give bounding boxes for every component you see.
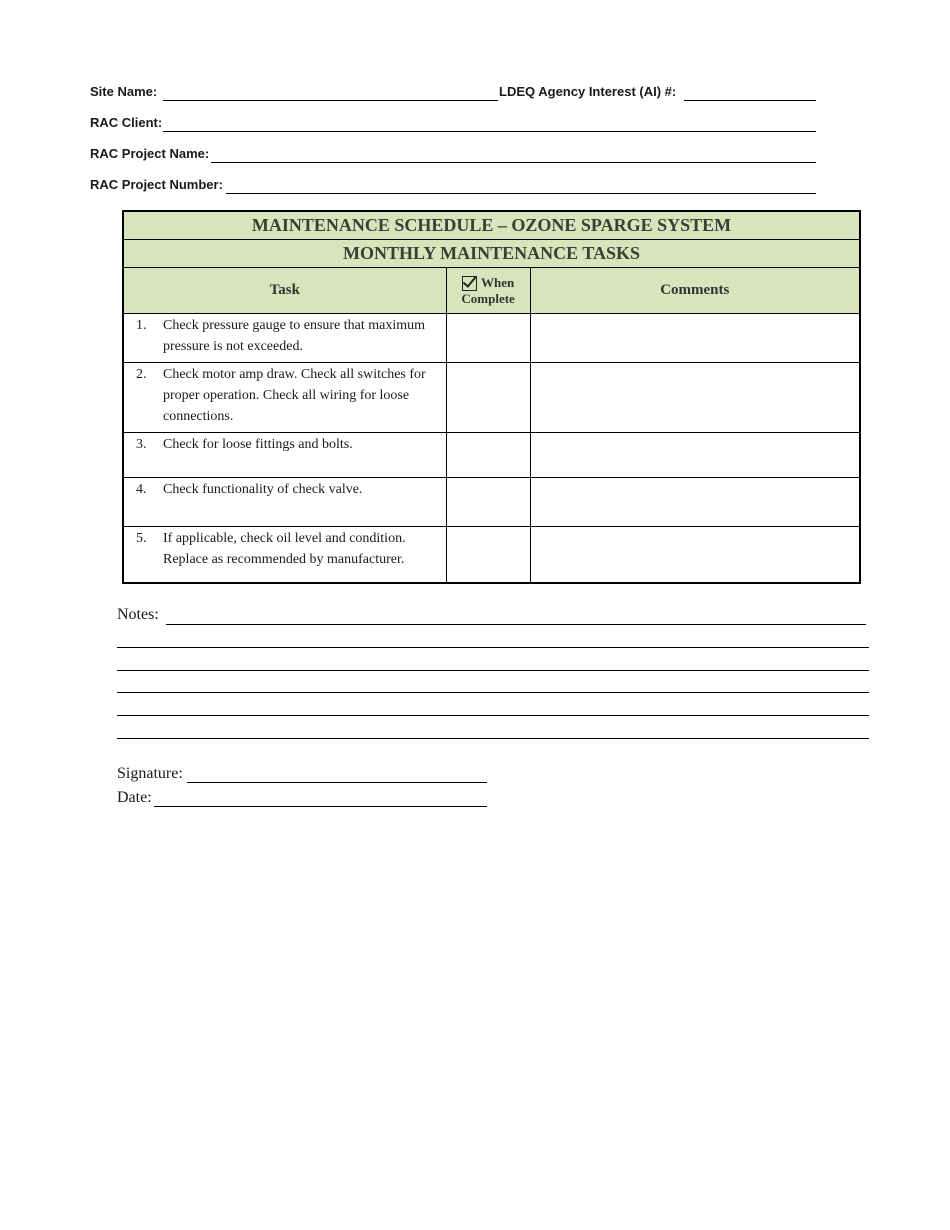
task-number: 1.	[136, 318, 147, 333]
when-complete-cell[interactable]	[446, 433, 530, 478]
comments-cell[interactable]	[530, 433, 860, 478]
rac-project-name-row	[90, 146, 820, 166]
rac-project-name-label: RAC Project Name:	[90, 146, 210, 161]
site-name-label: Site Name:	[90, 84, 158, 99]
task-cell	[123, 433, 446, 478]
ai-number-field[interactable]	[684, 100, 816, 101]
rac-project-number-field[interactable]	[226, 193, 816, 194]
date-label: Date:	[117, 789, 152, 806]
table-row	[123, 478, 860, 527]
table-subtitle: MONTHLY MAINTENANCE TASKS	[123, 240, 860, 268]
maintenance-table	[122, 210, 861, 584]
task-cell	[123, 527, 446, 583]
notes-line[interactable]	[117, 715, 869, 716]
task-text: Check functionality of check valve.	[163, 482, 363, 497]
notes-line[interactable]	[117, 692, 869, 693]
comments-cell[interactable]	[530, 363, 860, 433]
when-complete-cell[interactable]	[446, 363, 530, 433]
notes-line[interactable]	[166, 624, 866, 625]
task-number: 4.	[136, 482, 147, 497]
date-field[interactable]	[154, 806, 487, 807]
task-text: If applicable, check oil level and condition. Replace as recommended by manufacturer.	[163, 531, 406, 567]
ai-number-label: LDEQ Agency Interest (AI) #:	[499, 84, 677, 99]
table-row	[123, 314, 860, 363]
comments-cell[interactable]	[530, 478, 860, 527]
date-row	[117, 789, 489, 809]
site-name-field[interactable]	[163, 100, 498, 101]
table-row	[123, 363, 860, 433]
when-complete-cell[interactable]	[446, 478, 530, 527]
when-complete-cell[interactable]	[446, 527, 530, 583]
rac-project-name-field[interactable]	[211, 162, 816, 163]
notes-label: Notes:	[117, 606, 159, 623]
task-cell	[123, 363, 446, 433]
task-cell	[123, 478, 446, 527]
task-cell	[123, 314, 446, 363]
rac-client-label: RAC Client:	[90, 115, 163, 130]
column-header-when-complete	[446, 268, 530, 314]
when-complete-cell[interactable]	[446, 314, 530, 363]
table-row	[123, 527, 860, 583]
task-text: Check pressure gauge to ensure that maximum pressure is not exceeded.	[163, 318, 426, 354]
rac-project-number-row	[90, 177, 820, 197]
task-number: 3.	[136, 437, 147, 452]
signature-row	[117, 765, 489, 785]
task-number: 2.	[136, 367, 147, 382]
signature-field[interactable]	[187, 782, 487, 783]
rac-project-number-label: RAC Project Number:	[90, 177, 223, 192]
checkbox-checked-icon	[462, 276, 477, 291]
signature-label: Signature:	[117, 765, 183, 782]
table-row	[123, 433, 860, 478]
rac-client-row	[90, 115, 820, 135]
notes-line[interactable]	[117, 738, 869, 739]
task-number: 5.	[136, 531, 147, 546]
comments-cell[interactable]	[530, 314, 860, 363]
site-name-row	[90, 84, 820, 104]
complete-label: Complete	[461, 290, 515, 306]
column-header-task: Task	[123, 268, 446, 314]
column-header-comments: Comments	[530, 268, 860, 314]
notes-line[interactable]	[117, 670, 869, 671]
notes-line[interactable]	[117, 647, 869, 648]
task-text: Check motor amp draw. Check all switches for proper operation. Check all wiring for loose connections.	[163, 367, 426, 424]
task-text: Check for loose fittings and bolts.	[163, 437, 353, 452]
rac-client-field[interactable]	[163, 131, 816, 132]
when-label: When	[480, 274, 515, 290]
table-title: MAINTENANCE SCHEDULE – OZONE SPARGE SYSTEM	[123, 211, 860, 240]
comments-cell[interactable]	[530, 527, 860, 583]
